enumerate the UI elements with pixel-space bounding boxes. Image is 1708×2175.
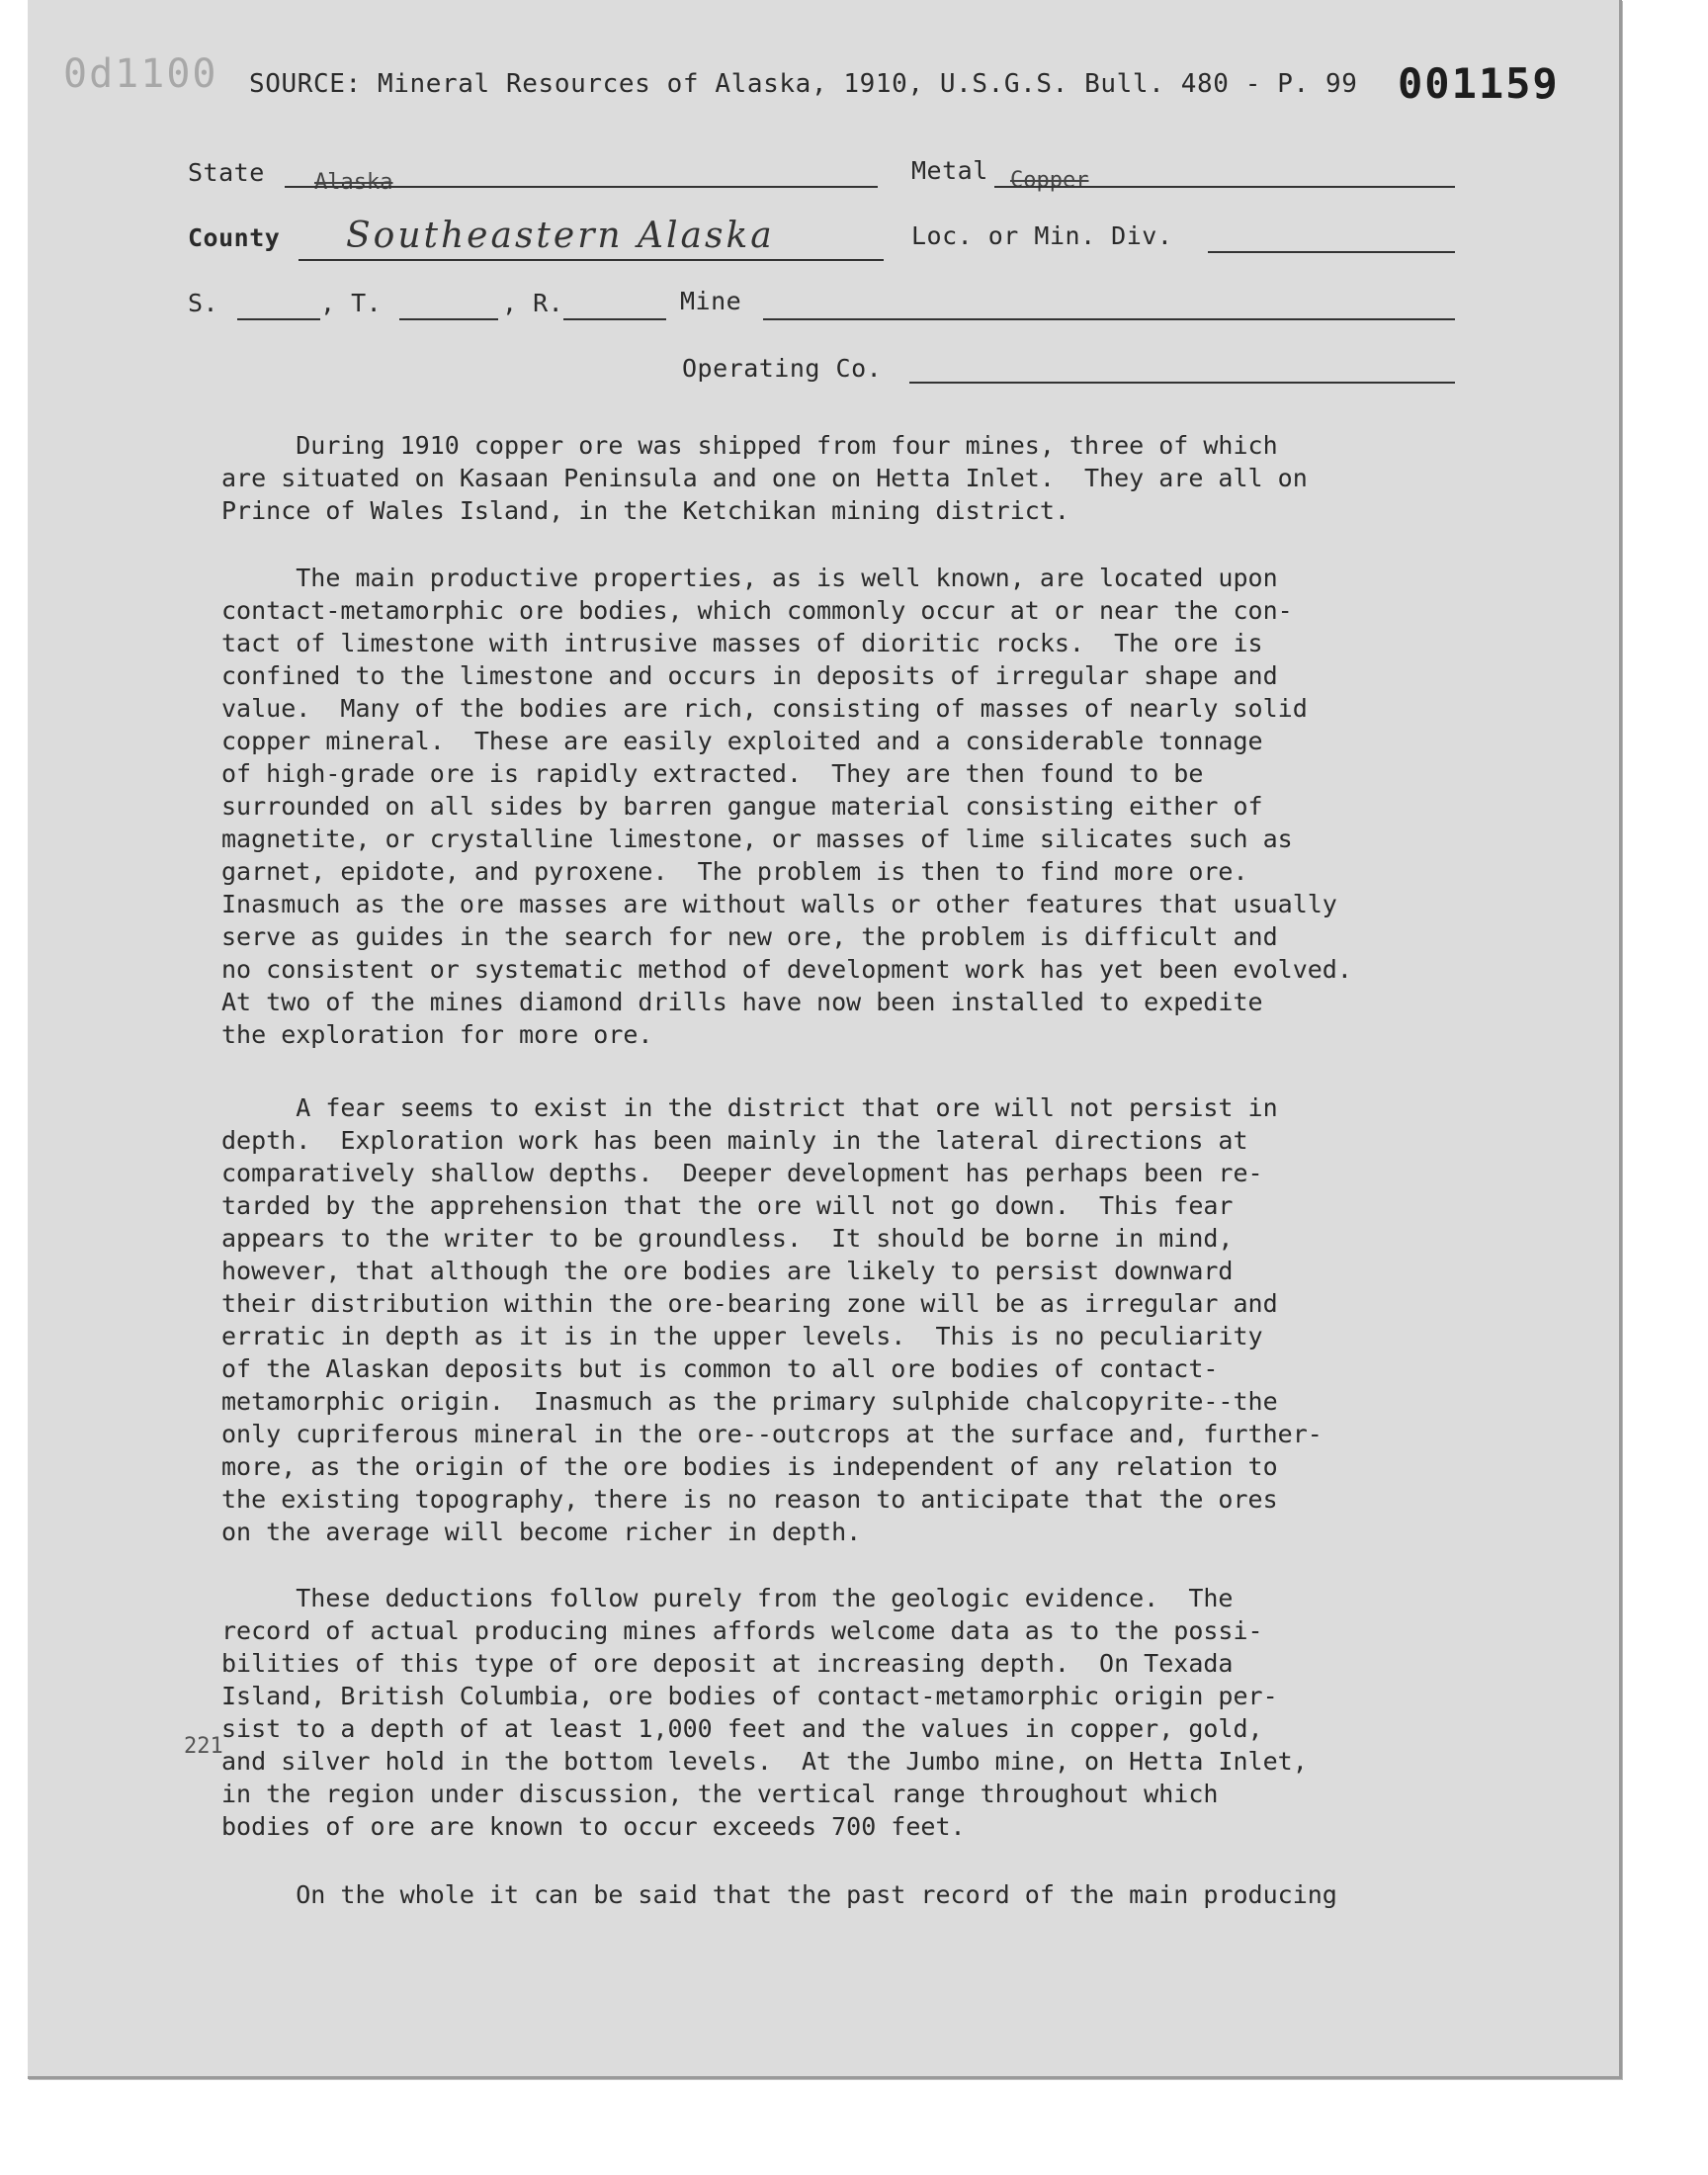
mine-line xyxy=(763,318,1455,320)
metal-line xyxy=(994,186,1455,188)
source-line: SOURCE: Mineral Resources of Alaska, 1910, U.S.G.S. Bull. 480 - P. 99 xyxy=(249,69,1358,99)
county-label: County xyxy=(188,223,281,252)
r-label: , R. xyxy=(502,289,564,317)
paragraph-2-text: The main productive properties, as is well known, are located upon contact-metamorphic ore bodies, which commonly occur at or near the con- tact of limestone with intrusive masses of dioritic rocks. The ore is confined to the limestone and occurs in deposits of irregular shape and value. Many of the bodies are rich, consisting of masses of nearly solid copper mineral. These are easily exploited and a considerable tonnage of high-grade ore is rapidly extracted. They are then found to be surrounded on all sides by barren gangue material consisting either of magnetite, or crystalline limestone, or masses of lime silicates such as garnet, epidote, and pyroxene. The problem is then to find more ore. Inasmuch as the ore masses are without walls or other features that usually serve as guides in the search for new ore, the problem is difficult and no consistent or systematic method of development work has yet been evolved. At two of the mines diamond drills have now been installed to expedite the exploration for more ore. xyxy=(221,564,1352,1049)
s-label: S. xyxy=(188,289,219,317)
county-line xyxy=(299,259,884,261)
t-line xyxy=(399,318,498,320)
loc-line xyxy=(1208,251,1455,253)
metal-label: Metal xyxy=(911,156,988,185)
loc-label: Loc. or Min. Div. xyxy=(911,221,1173,250)
paragraph-1-text: During 1910 copper ore was shipped from four mines, three of which are situated on Kasaan Peninsula and one on Hetta Inlet. They are all on Prince of Wales Island, in the Ketchikan mining district. xyxy=(221,431,1308,525)
margin-page-number: 221 xyxy=(184,1734,223,1759)
operating-co-line xyxy=(909,382,1455,384)
t-label: , T. xyxy=(320,289,383,317)
r-line xyxy=(563,318,666,320)
paragraph-3-text: A fear seems to exist in the district that ore will not persist in depth. Exploration work has been mainly in the lateral directions at comparatively shallow depths. Deeper development has perhaps been re- tarded by the apprehension that the ore will not go down. This fear appears to the writer to be groundless. It should be borne in mind, however, that although the ore bodies are likely to persist downward their distribution within the ore-bearing zone will be as irregular and erratic in depth as it is in the upper levels. This is no peculiarity of the Alaskan deposits but is common to all ore bodies of contact- metamorphic origin. Inasmuch as the primary sulphide chalcopyrite--the only cupriferous mineral in the ore--outcrops at the surface and, further- more, as the origin of the ore bodies is independent of any relation to the existing topography, there is no reason to anticipate that the ores on the average will become richer in depth. xyxy=(221,1093,1323,1546)
state-line xyxy=(285,186,878,188)
operating-co-label: Operating Co. xyxy=(682,354,883,383)
paragraph-4-text: These deductions follow purely from the geologic evidence. The record of actual producing mines affords welcome data as to the possi- bilities of this type of ore deposit at increasing depth. On Texada Island, British Columbia, ore bodies of contact-metamorphic origin per- sist to a depth of at least 1,000 feet and the values in copper, gold, and silver hold in the bottom levels. At the Jumbo mine, on Hetta Inlet, in the region under discussion, the vertical range throughout which bodies of ore are known to occur exceeds 700 feet. xyxy=(221,1584,1308,1841)
mine-label: Mine xyxy=(680,287,742,315)
s-line xyxy=(237,318,320,320)
state-label: State xyxy=(188,158,265,187)
paragraph-2 xyxy=(221,562,1526,1051)
county-value: Southeastern Alaska xyxy=(346,216,775,256)
paragraph-5 xyxy=(221,1878,1526,1911)
paragraph-4 xyxy=(221,1582,1526,1843)
paragraph-5-text: On the whole it can be said that the past record of the main producing xyxy=(221,1880,1337,1909)
paragraph-1 xyxy=(221,429,1526,527)
document-number: 001159 xyxy=(1398,59,1560,108)
paragraph-3 xyxy=(221,1091,1526,1548)
state-value: Alaska xyxy=(314,170,393,195)
metal-value: Copper xyxy=(1010,168,1089,193)
faded-stamp-number: 0d1100 xyxy=(63,51,218,97)
